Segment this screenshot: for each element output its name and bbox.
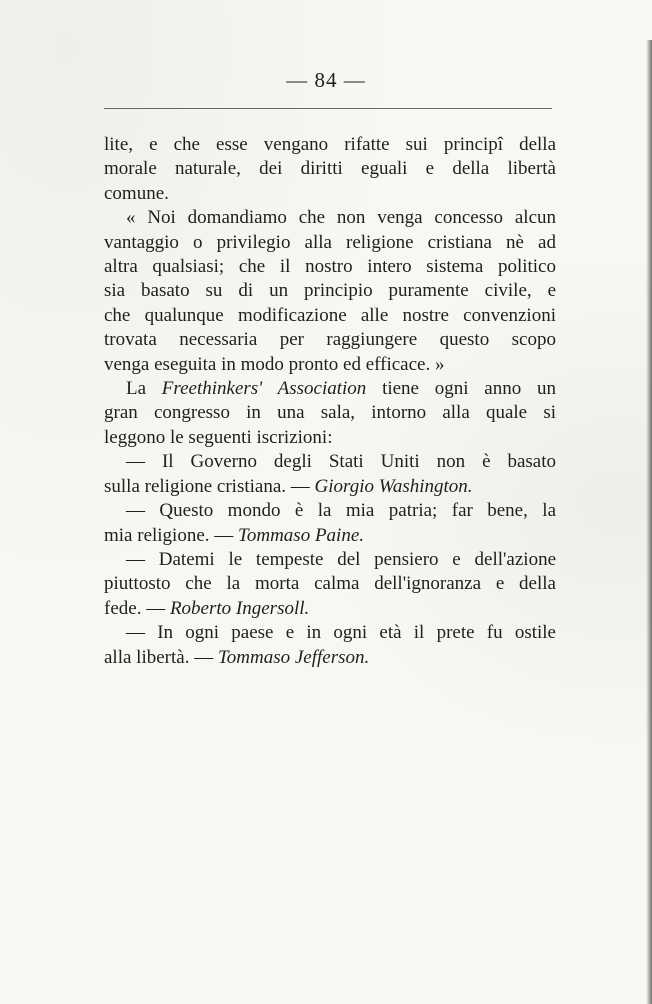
text-segment: venga eseguita in modo pronto ed efficace. » bbox=[104, 353, 445, 375]
italic-text: Giorgio Washington. bbox=[314, 475, 473, 497]
page-edge-shadow bbox=[646, 40, 652, 1004]
italic-text: Tommaso Jefferson. bbox=[217, 646, 370, 668]
text-segment: fede. — bbox=[104, 597, 170, 619]
text-line bbox=[104, 377, 556, 401]
italic-text: Roberto Ingersoll. bbox=[169, 597, 310, 619]
text-segment: altra qualsiasi; che il nostro intero sistema politico bbox=[104, 256, 556, 278]
text-segment: sulla religione cristiana. — bbox=[104, 475, 315, 497]
header-rule bbox=[104, 108, 552, 109]
text-segment: lite, e che esse vengano rifatte sui principî della bbox=[104, 134, 556, 155]
italic-text: Freethinkers' Association bbox=[161, 378, 367, 400]
text-segment: alla libertà. — bbox=[104, 646, 218, 668]
text-line bbox=[104, 353, 556, 377]
italic-text: Tommaso Paine. bbox=[238, 524, 365, 546]
text-segment: mia religione. — bbox=[104, 524, 239, 546]
text-segment: trovata necessaria per raggiungere questo scopo bbox=[104, 329, 556, 351]
text-line bbox=[104, 572, 556, 596]
text-line bbox=[104, 304, 556, 328]
text-line bbox=[104, 646, 556, 670]
text-line bbox=[104, 279, 556, 303]
text-segment: La bbox=[126, 378, 162, 400]
text-line bbox=[104, 621, 556, 645]
text-segment: « Noi domandiamo che non venga concesso alcun bbox=[126, 207, 556, 229]
text-line bbox=[104, 426, 556, 450]
text-line bbox=[104, 328, 556, 352]
text-segment: leggono le seguenti iscrizioni: bbox=[104, 426, 333, 448]
text-line bbox=[104, 524, 556, 548]
text-line bbox=[104, 231, 556, 255]
text-line bbox=[104, 548, 556, 572]
text-segment: piuttosto che la morta calma dell'ignoranza e della bbox=[104, 573, 556, 595]
text-segment: morale naturale, dei diritti eguali e della libertà bbox=[104, 158, 556, 180]
text-segment: che qualunque modificazione alle nostre convenzioni bbox=[104, 304, 556, 326]
text-segment: sia basato su di un principio puramente civile, e bbox=[104, 280, 556, 302]
page-number: — 84 — bbox=[286, 68, 366, 92]
text-line bbox=[104, 475, 556, 499]
text-line bbox=[104, 182, 556, 206]
text-line bbox=[104, 401, 556, 425]
text-line bbox=[104, 255, 556, 279]
text-line bbox=[104, 157, 556, 181]
text-segment: tiene ogni anno un bbox=[366, 378, 556, 400]
text-segment: comune. bbox=[104, 182, 169, 204]
text-line bbox=[104, 499, 556, 523]
text-line bbox=[104, 206, 556, 230]
text-segment: — Datemi le tempeste del pensiero e dell'azione bbox=[126, 548, 556, 570]
text-line bbox=[104, 133, 556, 157]
body-text bbox=[104, 133, 556, 670]
text-segment: gran congresso in una sala, intorno alla quale si bbox=[104, 402, 556, 424]
text-line bbox=[104, 597, 556, 621]
text-segment: — In ogni paese e in ogni età il prete fu ostile bbox=[126, 622, 556, 644]
text-segment: — Questo mondo è la mia patria; far bene, la bbox=[126, 500, 556, 522]
text-segment: vantaggio o privilegio alla religione cristiana nè ad bbox=[104, 231, 556, 253]
text-line bbox=[104, 450, 556, 474]
text-segment: — Il Governo degli Stati Uniti non è basato bbox=[126, 451, 556, 473]
